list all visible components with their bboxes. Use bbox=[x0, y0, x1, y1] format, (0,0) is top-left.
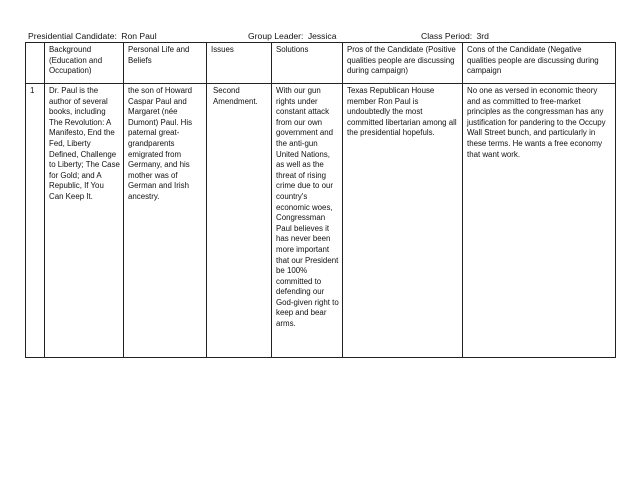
header-cell-cons: Cons of the Candidate (Negative qualities people are discussing during campaign bbox=[463, 43, 616, 84]
header-line bbox=[28, 29, 618, 43]
group-leader-value: Jessica bbox=[306, 31, 410, 43]
class-period-value: 3rd bbox=[475, 31, 601, 43]
cell-cons: No one as versed in economic theory and as committed to free-market principles as the congressman has any justification for pandering to the Occupy Wall Street bunch, and particularly in these terms. He wants a free economy that want work. bbox=[463, 84, 616, 358]
table-row bbox=[26, 84, 616, 358]
candidate-label: Presidential Candidate: bbox=[28, 31, 117, 41]
header-cell-solutions: Solutions bbox=[272, 43, 343, 84]
group-leader-field bbox=[248, 29, 410, 43]
candidate-value: Ron Paul bbox=[119, 31, 241, 43]
header-cell-number bbox=[26, 43, 45, 84]
cell-issues: Second Amendment. bbox=[207, 84, 272, 358]
header-cell-personal-life: Personal Life and Beliefs bbox=[124, 43, 207, 84]
header-cell-background: Background (Education and Occupation) bbox=[45, 43, 124, 84]
header-cell-issues: Issues bbox=[207, 43, 272, 84]
class-period-label: Class Period: bbox=[421, 31, 473, 41]
row-number: 1 bbox=[26, 84, 45, 358]
group-leader-label: Group Leader: bbox=[248, 31, 304, 41]
table-header-row bbox=[26, 43, 616, 84]
class-period-field bbox=[421, 29, 601, 43]
cell-solutions: With our gun rights under constant attack from our own government and the anti-gun United Nations, as well as the threat of rising crime due to our country's economic woes, Congressman Paul believes it has never been more important that our President be 100% committed to defending our God-given right to keep and bear arms. bbox=[272, 84, 343, 358]
cell-background: Dr. Paul is the author of several books, including The Revolution: A Manifesto, End the Fed, Liberty Defined, Challenge to Liberty; The Case for Gold; and A Republic, If You Can Keep It. bbox=[45, 84, 124, 358]
candidate-table bbox=[25, 42, 616, 358]
candidate-field bbox=[28, 29, 241, 43]
cell-personal-life: the son of Howard Caspar Paul and Margaret (née Dumont) Paul. His paternal great-grandparents emigrated from Germany, and his mother was of German and Irish ancestry. bbox=[124, 84, 207, 358]
header-cell-pros: Pros of the Candidate (Positive qualities people are discussing during campaign) bbox=[343, 43, 463, 84]
cell-pros: Texas Republican House member Ron Paul is undoubtedly the most committed libertarian among all the presidential hopefuls. bbox=[343, 84, 463, 358]
